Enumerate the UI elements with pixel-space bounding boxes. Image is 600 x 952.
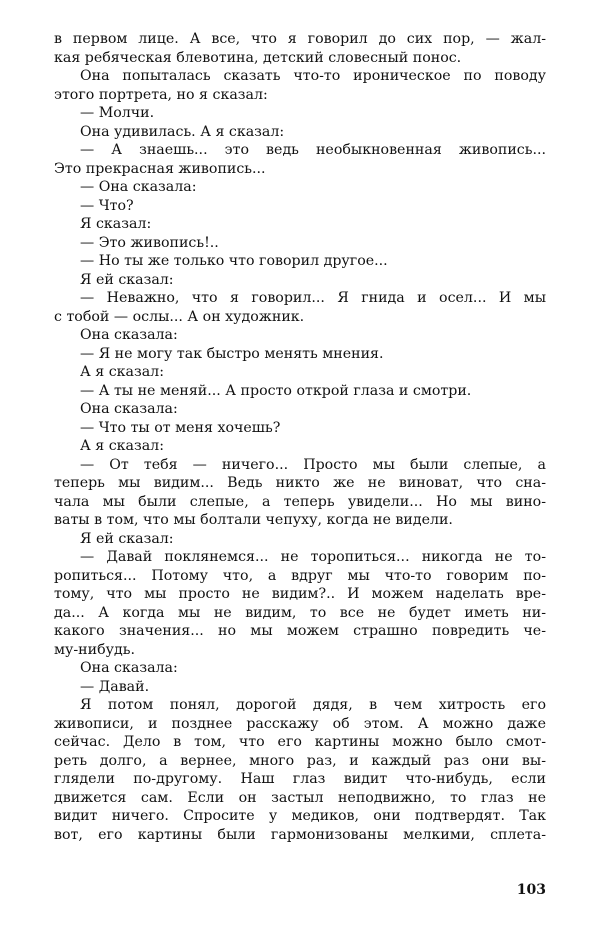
text-line: реть долго, а вернее, много раз, и каждый раз они вы- [54,752,546,769]
text-line: А я сказал: [80,364,164,380]
text-line: глядели по-другому. Наш глаз видит что-нибудь, если [54,771,546,787]
text-line: теперь мы видим... Ведь никто же не виноват, что сна- [54,475,546,491]
text-line: Я ей сказал: [80,530,174,547]
text-line: А я сказал: [80,438,164,454]
text-line: Я потом понял, дорогой дядя, в чем хитрость его [80,697,546,713]
text-line: в первом лице. А все, что я говорил до сих пор, — жал- [54,31,546,47]
text-line: движется сам. Если он застыл неподвижно, то глаз не [54,789,546,806]
text-line: Это прекрасная живопись... [54,160,266,177]
text-line: — Давай поклянемся... не торопиться... никогда не то- [80,549,546,565]
text-line: какого значения... но мы можем страшно повредить че- [54,623,546,639]
text-line: ваты в том, что мы болтали чепуху, когда не видели. [54,512,453,528]
body-text [54,30,546,844]
text-line: с тобой — ослы... А он художник. [54,308,305,325]
text-line: — Давай. [80,678,150,695]
text-line: — А знаешь... это ведь необыкновенная живопись... [80,142,546,158]
page-number: 103 [516,882,546,898]
text-line: живописи, и позднее расскажу об этом. А можно даже [54,715,546,732]
text-line: — Это живопись!.. [80,234,219,251]
text-line: — Что ты от меня хочешь? [80,419,281,436]
text-line: — Но ты же только что говорил другое... [80,253,388,269]
text-line: му-нибудь. [54,641,135,658]
text-line: — Что? [80,197,134,214]
text-line: тому, что мы просто не видим?.. И можем наделать вре- [54,586,546,602]
text-line: — А ты не меняй... А просто открой глаза и смотри. [80,382,472,399]
text-line: ропиться... Потому что, а вдруг мы что-то говорим по- [54,567,546,584]
text-line: — Она сказала: [80,179,197,195]
text-line: видит ничего. Спросите у медиков, они подтвердят. Так [54,808,546,824]
text-line: — Молчи. [80,105,155,121]
text-line: этого портрета, но я сказал: [54,86,268,103]
text-line: вот, его картины были гармонизованы мелкими, сплета- [54,826,546,843]
text-line: кая ребяческая блевотина, детский словесный понос. [54,49,462,66]
text-line: да... А когда мы не видим, то все не будет иметь ни- [54,604,546,621]
text-line: Она сказала: [80,660,178,676]
text-line: Она сказала: [80,327,178,343]
text-line: — Неважно, что я говорил... Я гнида и осел... И мы [80,290,546,306]
text-line: Она попыталась сказать что-то ироническое по поводу [80,68,546,84]
text-line: Она удивилась. А я сказал: [80,123,285,140]
text-line: — От тебя — ничего... Просто мы были слепые, а [80,456,546,473]
text-line: сейчас. Дело в том, что его картины можно было смот- [54,734,546,750]
text-line: — Я не могу так быстро менять мнения. [80,345,384,362]
text-line: Она сказала: [80,401,178,417]
text-line: Я ей сказал: [80,271,174,288]
text-line: чала мы были слепые, а теперь увидели... Но мы вино- [54,493,546,510]
text-line: Я сказал: [80,216,152,232]
